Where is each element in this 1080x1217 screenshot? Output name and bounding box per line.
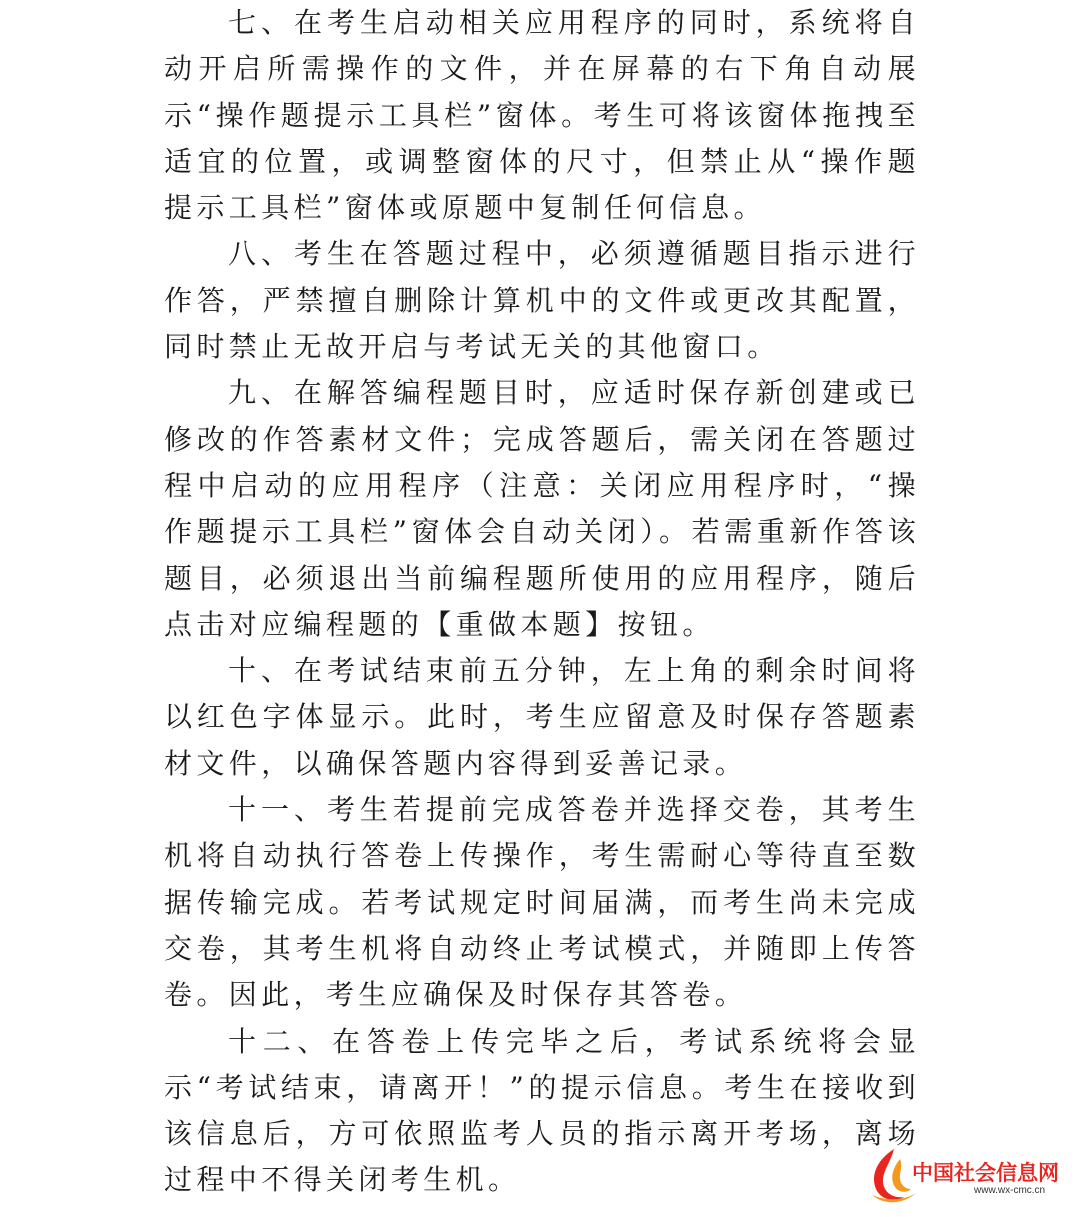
paragraph-9: 九、在解答编程题目时，应适时保存新创建或已修改的作答素材文件；完成答题后，需关闭在答题过程中启动的应用程序（注意：关闭应用程序时，“操作题提示工具栏”窗体会自动关闭）。若需重新作答该题目，必须退出当前编程题所使用的应用程序，随后点击对应编程题的【重做本题】按钮。 xyxy=(164,376,920,641)
paragraph-12: 十二、在答卷上传完毕之后，考试系统将会显示“考试结束，请离开！”的提示信息。考生在接收到该信息后，方可依照监考人员的指示离开考场，离场过程中不得关闭考生机。 xyxy=(164,1024,920,1197)
watermark-title: 中国社会信息网 xyxy=(912,1161,1059,1185)
paragraph-8: 八、考生在答题过程中，必须遵循题目指示进行作答，严禁擅自删除计算机中的文件或更改其配置，同时禁止无故开启与考试无关的其他窗口。 xyxy=(164,237,920,364)
paragraph-7: 七、在考生启动相关应用程序的同时，系统将自动开启所需操作的文件，并在屏幕的右下角自动展示“操作题提示工具栏”窗体。考生可将该窗体拖拽至适宜的位置，或调整窗体的尺寸，但禁止从“操作题提示工具栏”窗体或原题中复制任何信息。 xyxy=(164,6,920,225)
paragraph-11: 十一、考生若提前完成答卷并选择交卷，其考生机将自动执行答卷上传操作，考生需耐心等待直至数据传输完成。若考试规定时间届满，而考生尚未完成交卷，其考生机将自动终止考试模式，并随即上传答卷。因此，考生应确保及时保存其答卷。 xyxy=(164,793,920,1012)
site-watermark xyxy=(864,1145,1076,1211)
document-body xyxy=(164,0,920,1204)
watermark-url: www.wx-cmc.cn xyxy=(974,1185,1046,1196)
paragraph-10: 十、在考试结束前五分钟，左上角的剩余时间将以红色字体显示。此时，考生应留意及时保存答题素材文件，以确保答题内容得到妥善记录。 xyxy=(164,654,920,780)
